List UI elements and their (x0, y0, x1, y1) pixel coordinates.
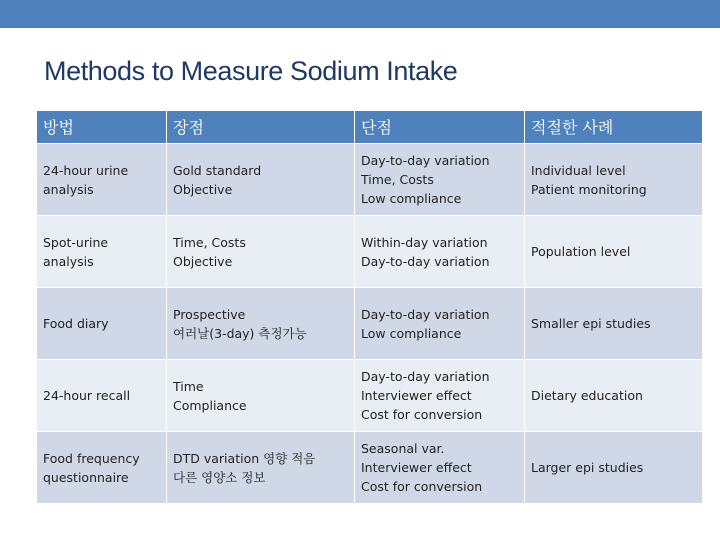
cons-line: Interviewer effect (361, 388, 472, 403)
table-row (37, 360, 703, 432)
header-pros: 장점 (167, 111, 355, 144)
case-cell (525, 432, 703, 504)
cons-line: Day-to-day variation (361, 306, 490, 322)
case-cell (525, 360, 703, 432)
cons-line: Low compliance (361, 325, 462, 341)
method-cell (37, 288, 167, 360)
pros-line: Prospective (173, 306, 246, 322)
case-cell (525, 144, 703, 216)
pros-line: 여러날(3-day) 측정가능 (173, 325, 307, 341)
table-row (37, 144, 703, 216)
cons-cell (355, 216, 525, 288)
table-row (37, 216, 703, 288)
cons-line: Within-day variation (361, 234, 488, 250)
pros-cell (167, 288, 355, 360)
pros-cell (167, 360, 355, 432)
cons-cell (355, 432, 525, 504)
method-cell (37, 360, 167, 432)
case-line: Smaller epi studies (531, 316, 651, 331)
pros-line: Compliance (173, 397, 247, 413)
table-row (37, 288, 703, 360)
cons-cell (355, 288, 525, 360)
case-line: Individual level (531, 162, 626, 178)
case-cell (525, 216, 703, 288)
method-cell (37, 432, 167, 504)
table-row (37, 432, 703, 504)
cons-line: Low compliance (361, 191, 462, 206)
cons-line: Day-to-day variation (361, 369, 490, 384)
method-text: Food diary (43, 316, 109, 331)
header-cons: 단점 (355, 111, 525, 144)
method-text: 24-hour urine analysis (43, 162, 129, 197)
header-case: 적절한 사례 (525, 111, 703, 144)
top-accent-bar (0, 0, 720, 28)
case-line: Population level (531, 244, 631, 259)
slide-title: Methods to Measure Sodium Intake (44, 56, 458, 86)
header-method: 방법 (37, 111, 167, 144)
method-text: 24-hour recall (43, 388, 131, 403)
pros-line: Time (173, 378, 204, 394)
method-text: Spot-urine analysis (43, 234, 109, 269)
cons-line: Cost for conversion (361, 479, 483, 494)
cons-line: Day-to-day variation (361, 153, 490, 168)
pros-line: Objective (173, 181, 233, 197)
methods-table (36, 110, 703, 504)
pros-cell (167, 432, 355, 504)
cons-line: Interviewer effect (361, 460, 472, 475)
pros-line: DTD variation 영향 적음 (173, 450, 316, 466)
pros-line: Time, Costs (173, 234, 246, 250)
pros-line: Objective (173, 253, 233, 269)
table-header-row (37, 111, 703, 144)
cons-cell (355, 360, 525, 432)
cons-line: Day-to-day variation (361, 253, 490, 269)
pros-line: 다른 영양소 정보 (173, 469, 266, 485)
cons-line: Time, Costs (361, 172, 434, 187)
cons-cell (355, 144, 525, 216)
method-text: Food frequency questionnaire (43, 450, 140, 485)
pros-cell (167, 216, 355, 288)
pros-cell (167, 144, 355, 216)
case-line: Dietary education (531, 388, 643, 403)
case-line: Larger epi studies (531, 460, 644, 475)
case-cell (525, 288, 703, 360)
method-cell (37, 144, 167, 216)
cons-line: Cost for conversion (361, 407, 483, 422)
method-cell (37, 216, 167, 288)
case-line: Patient monitoring (531, 181, 647, 197)
pros-line: Gold standard (173, 162, 262, 178)
cons-line: Seasonal var. (361, 441, 445, 456)
